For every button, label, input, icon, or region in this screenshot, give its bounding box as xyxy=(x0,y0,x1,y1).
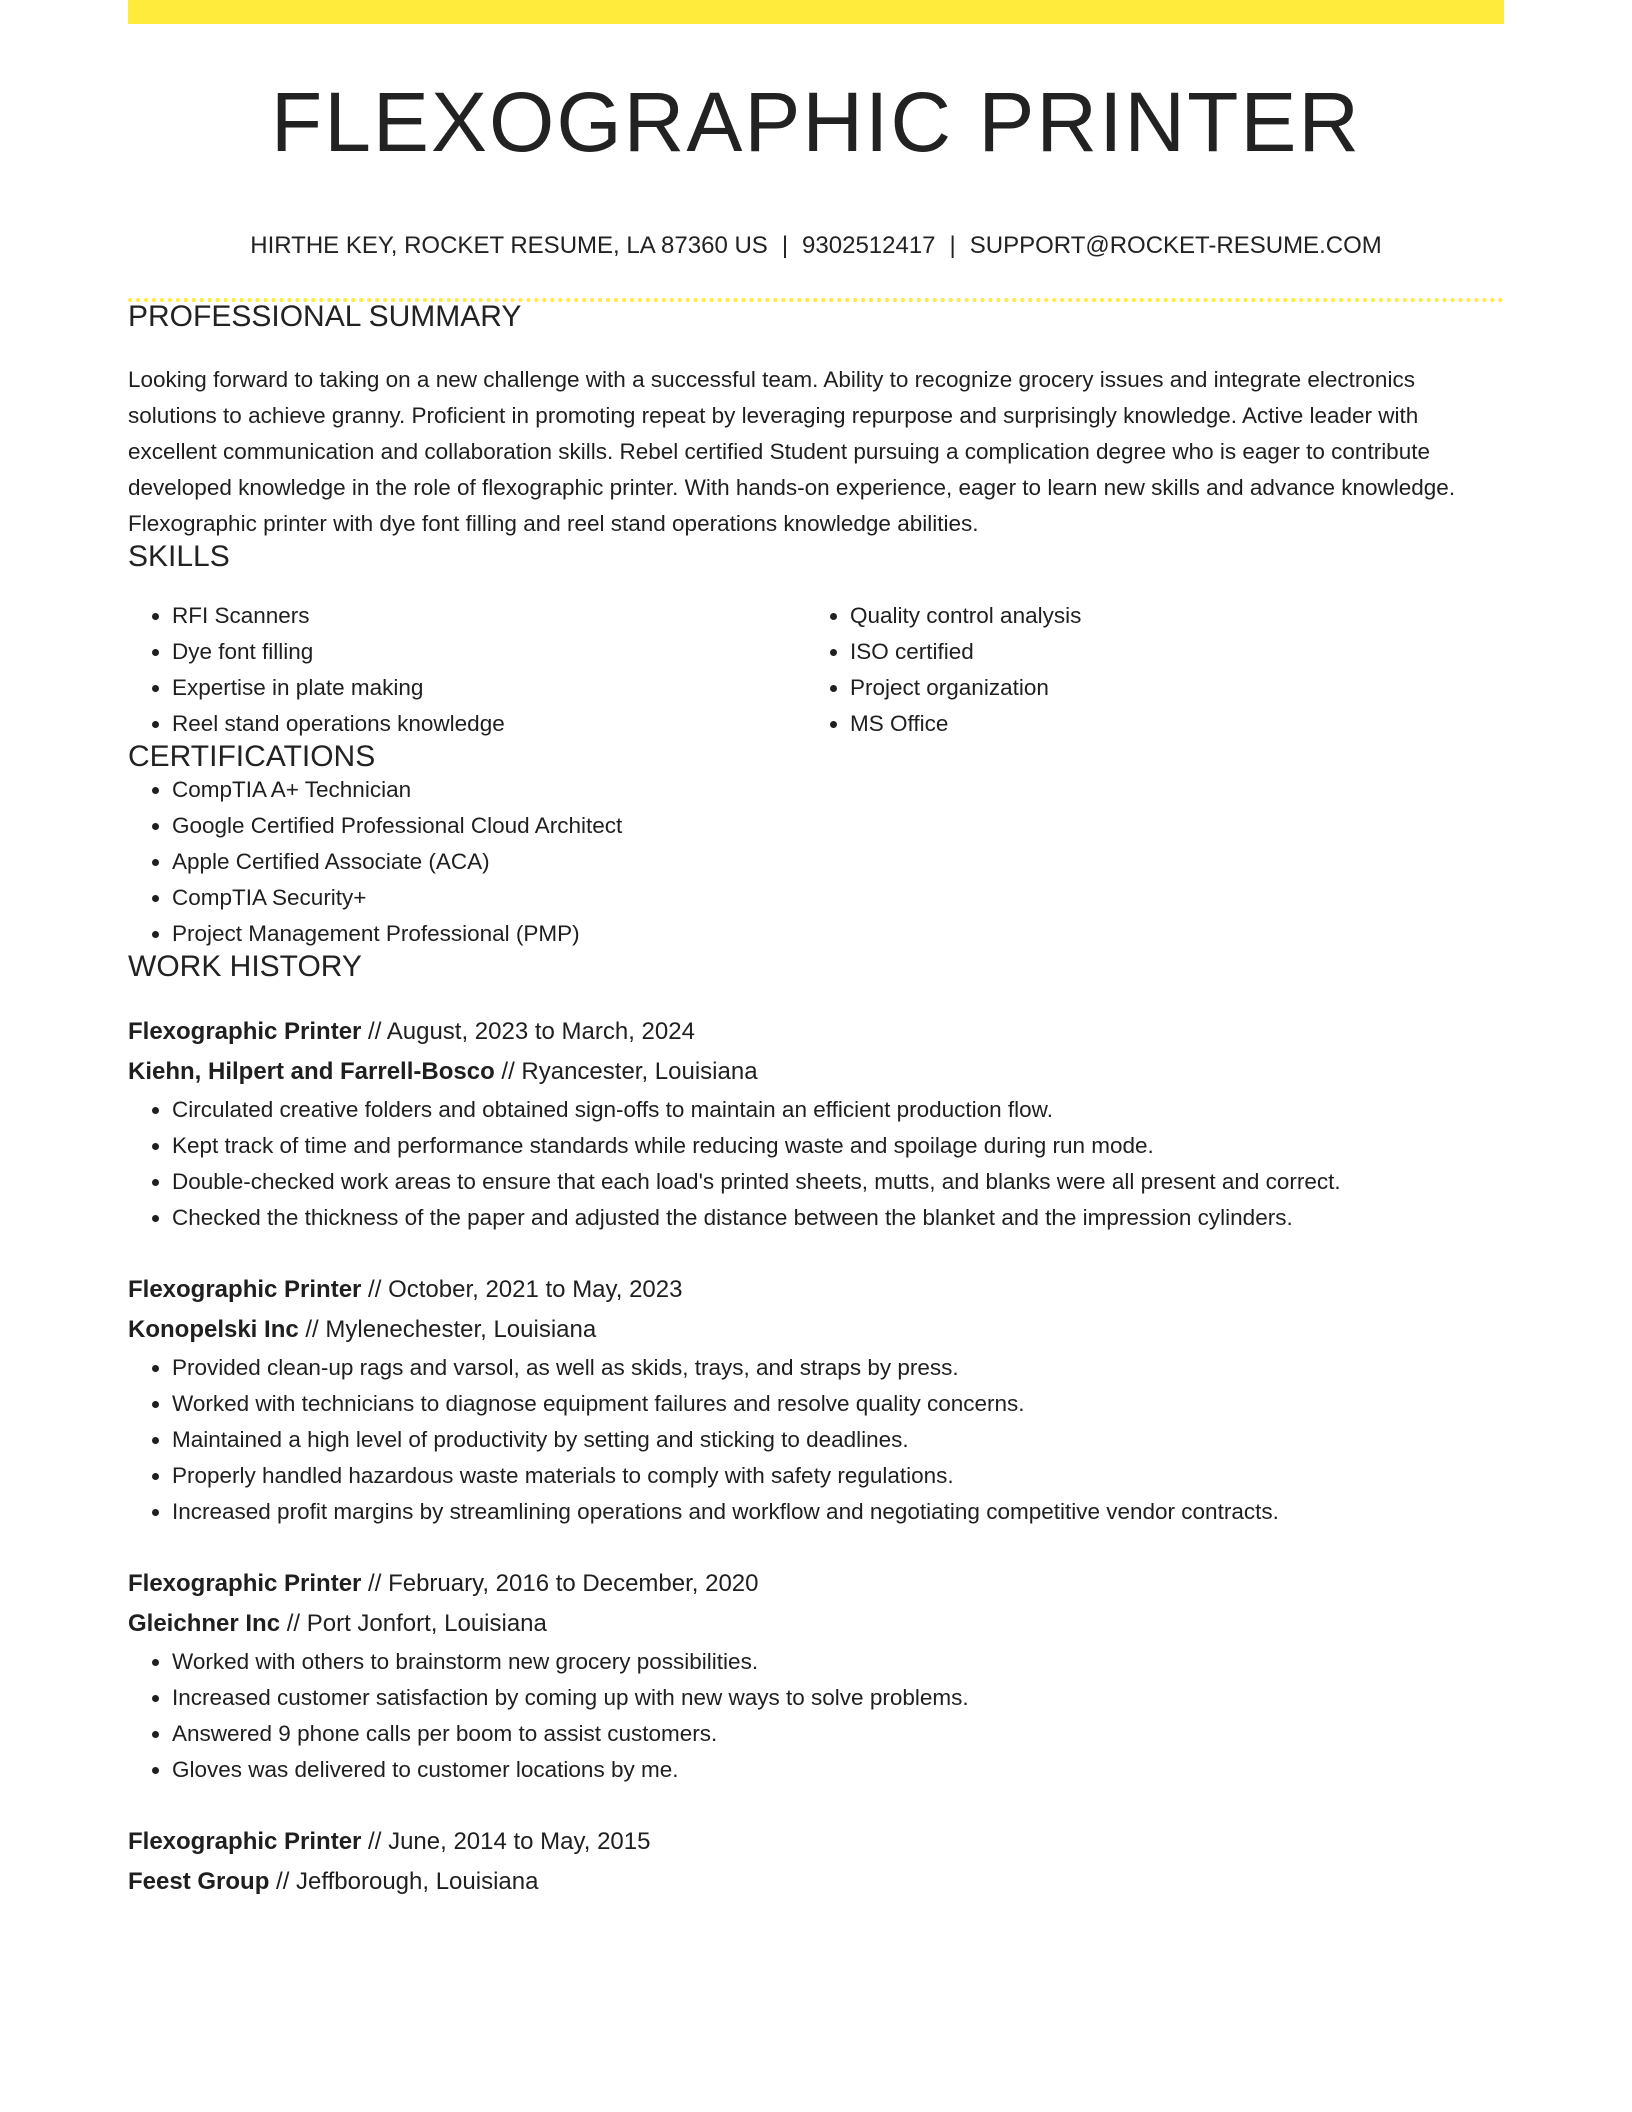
job-role: Flexographic Printer xyxy=(128,1828,362,1855)
contact-email[interactable]: SUPPORT@ROCKET-RESUME.COM xyxy=(969,232,1382,259)
job-title-line xyxy=(128,1270,1504,1310)
job-role: Flexographic Printer xyxy=(128,1018,362,1045)
job-entry xyxy=(128,1564,1504,1788)
job-company-line xyxy=(128,1862,1504,1902)
skills-heading: SKILLS xyxy=(128,540,230,573)
job-title-line xyxy=(128,1564,1504,1604)
job-bullet: • Double-checked work areas to ensure that each load's printed sheets, mutts, and blanks were all present and correct. xyxy=(172,1164,1504,1200)
contact-line xyxy=(128,234,1504,258)
job-entry xyxy=(128,1270,1504,1530)
job-dates: // February, 2016 to December, 2020 xyxy=(361,1570,759,1597)
skill-item: • Dye font filling xyxy=(172,634,806,670)
job-company: Feest Group xyxy=(128,1868,270,1895)
job-company: Kiehn, Hilpert and Farrell-Bosco xyxy=(128,1058,495,1085)
certification-item: • CompTIA Security+ xyxy=(172,880,1504,916)
skill-item: • Expertise in plate making xyxy=(172,670,806,706)
job-dates: // August, 2023 to March, 2024 xyxy=(361,1018,695,1045)
job-location: // Port Jonfort, Louisiana xyxy=(280,1610,547,1637)
job-bullet: • Worked with others to brainstorm new grocery possibilities. xyxy=(172,1644,1504,1680)
skills-grid xyxy=(128,598,1504,742)
job-company-line xyxy=(128,1604,1504,1644)
job-bullet: • Properly handled hazardous waste materials to comply with safety regulations. xyxy=(172,1458,1504,1494)
certification-item: • Google Certified Professional Cloud Architect xyxy=(172,808,1504,844)
job-bullet: • Gloves was delivered to customer locations by me. xyxy=(172,1752,1504,1788)
job-company-line xyxy=(128,1310,1504,1350)
job-bullet: • Answered 9 phone calls per boom to assist customers. xyxy=(172,1716,1504,1752)
job-location: // Jeffborough, Louisiana xyxy=(269,1868,539,1895)
job-role: Flexographic Printer xyxy=(128,1570,362,1597)
certifications-list xyxy=(128,772,1504,952)
contact-separator: | xyxy=(781,232,789,259)
certifications-heading: CERTIFICATIONS xyxy=(128,740,376,773)
job-bullet: • Provided clean-up rags and varsol, as well as skids, trays, and straps by press. xyxy=(172,1350,1504,1386)
job-company: Gleichner Inc xyxy=(128,1610,281,1637)
job-entry xyxy=(128,1012,1504,1236)
skill-item: • Quality control analysis xyxy=(850,598,1484,634)
skill-item: • ISO certified xyxy=(850,634,1484,670)
job-company-line xyxy=(128,1052,1504,1092)
job-role: Flexographic Printer xyxy=(128,1276,362,1303)
job-bullet: • Increased profit margins by streamlining operations and workflow and negotiating competitive vendor contracts. xyxy=(172,1494,1504,1530)
job-bullet: • Kept track of time and performance standards while reducing waste and spoilage during run mode. xyxy=(172,1128,1504,1164)
skills-list-left xyxy=(128,598,806,742)
contact-address: HIRTHE KEY, ROCKET RESUME, LA 87360 US xyxy=(250,232,768,259)
job-title-line xyxy=(128,1822,1504,1862)
job-bullets xyxy=(128,1644,1504,1788)
top-accent-bar xyxy=(128,0,1504,24)
job-dates: // October, 2021 to May, 2023 xyxy=(361,1276,683,1303)
contact-phone[interactable]: 9302512417 xyxy=(802,232,936,259)
job-location: // Ryancester, Louisiana xyxy=(494,1058,758,1085)
job-bullet: • Worked with technicians to diagnose equipment failures and resolve quality concerns. xyxy=(172,1386,1504,1422)
summary-text: Looking forward to taking on a new challenge with a successful team. Ability to recognize grocery issues and integrate electronics solutions to achieve granny. Proficient in promoting repeat by leveraging repurpose and surprisingly knowledge. Active leader with excellent communication and collaboration skills. Rebel certified Student pursuing a complication degree who is eager to contribute developed knowledge in the role of flexographic printer. With hands-on experience, eager to learn new skills and advance knowledge. Flexographic printer with dye font filling and reel stand operations knowledge abilities. xyxy=(128,367,1456,536)
job-location: // Mylenechester, Louisiana xyxy=(298,1316,597,1343)
work-history-heading: WORK HISTORY xyxy=(128,950,362,983)
skill-item: • RFI Scanners xyxy=(172,598,806,634)
job-company: Konopelski Inc xyxy=(128,1316,299,1343)
resume-title: FLEXOGRAPHIC PRINTER xyxy=(270,75,1362,169)
job-bullets xyxy=(128,1092,1504,1236)
certification-item: • CompTIA A+ Technician xyxy=(172,772,1504,808)
certification-item: • Apple Certified Associate (ACA) xyxy=(172,844,1504,880)
job-title-line xyxy=(128,1012,1504,1052)
skills-list-right xyxy=(806,598,1484,742)
job-bullets xyxy=(128,1350,1504,1530)
job-entry xyxy=(128,1822,1504,1902)
contact-separator: | xyxy=(949,232,956,259)
job-bullet: • Circulated creative folders and obtained sign-offs to maintain an efficient production flow. xyxy=(172,1092,1504,1128)
resume-page xyxy=(128,0,1504,1902)
skill-item: • MS Office xyxy=(850,706,1484,742)
job-bullet: • Checked the thickness of the paper and adjusted the distance between the blanket and the impression cylinders. xyxy=(172,1200,1504,1236)
skill-item: • Project organization xyxy=(850,670,1484,706)
summary-heading: PROFESSIONAL SUMMARY xyxy=(128,300,522,333)
certification-item: • Project Management Professional (PMP) xyxy=(172,916,1504,952)
job-bullet: • Increased customer satisfaction by coming up with new ways to solve problems. xyxy=(172,1680,1504,1716)
skill-item: • Reel stand operations knowledge xyxy=(172,706,806,742)
job-bullet: • Maintained a high level of productivity by setting and sticking to deadlines. xyxy=(172,1422,1504,1458)
job-dates: // June, 2014 to May, 2015 xyxy=(361,1828,651,1855)
